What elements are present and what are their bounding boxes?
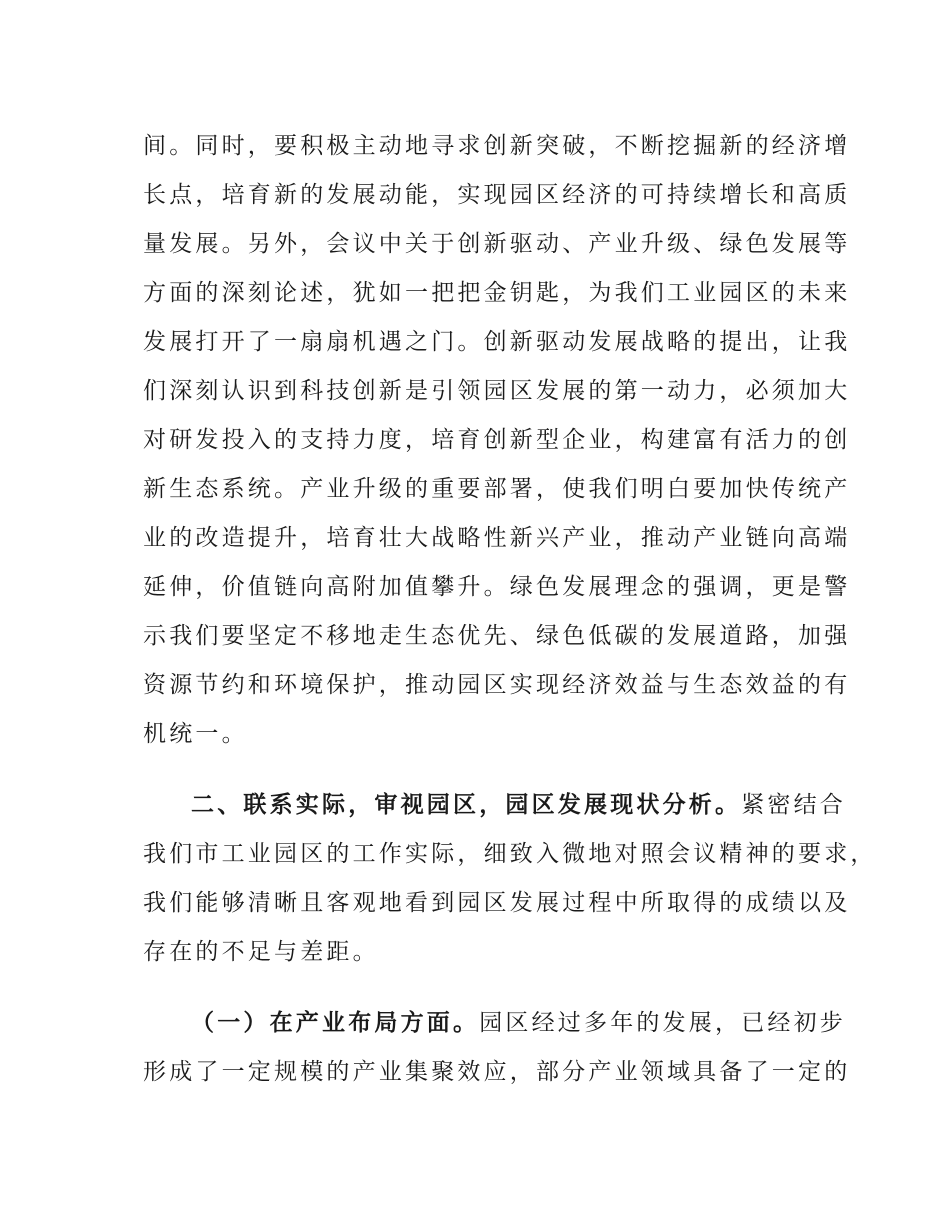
paragraph-spacer [143, 759, 815, 781]
section-heading: 二、联系实际，审视园区，园区发展现状分析。 [191, 792, 742, 818]
text-line: 发展打开了一扇扇机遇之门。创新驱动发展战略的提出，让我 [143, 329, 851, 355]
text-line: 新生态系统。产业升级的重要部署，使我们明白要加快传统产 [143, 476, 851, 502]
text-line: 形成了一定规模的产业集聚效应，部分产业领域具备了一定的 [143, 1059, 851, 1085]
text-line: 我们市工业园区的工作实际，细致入微地对照会议精神的要求， [143, 841, 877, 867]
text-run: 园区经过多年的发展，已经初步 [479, 1010, 847, 1036]
text-line: 我们能够清晰且客观地看到园区发展过程中所取得的成绩以及 [143, 890, 851, 916]
text-line [143, 999, 847, 1048]
paragraph-1 [143, 122, 851, 759]
text-run: 紧密结合 [741, 792, 847, 818]
text-line: 资源节约和环境保护，推动园区实现经济效益与生态效益的有 [143, 672, 851, 698]
text-line: 机统一。 [143, 721, 248, 747]
text-line: 存在的不足与差距。 [143, 939, 379, 965]
text-line: 对研发投入的支持力度，培育创新型企业，构建富有活力的创 [143, 427, 851, 453]
text-line: 长点，培育新的发展动能，实现园区经济的可持续增长和高质 [143, 182, 851, 208]
text-line: 量发展。另外，会议中关于创新驱动、产业升级、绿色发展等 [143, 231, 851, 257]
text-line: 延伸，价值链向高附加值攀升。绿色发展理念的强调，更是警 [143, 574, 851, 600]
text-line [143, 781, 847, 830]
text-line: 们深刻认识到科技创新是引领园区发展的第一动力，必须加大 [143, 378, 851, 404]
text-line: 间。同时，要积极主动地寻求创新突破，不断挖掘新的经济增 [143, 133, 851, 159]
paragraph-spacer [143, 977, 815, 999]
text-line: 业的改造提升，培育壮大战略性新兴产业，推动产业链向高端 [143, 525, 851, 551]
text-line: 方面的深刻论述，犹如一把把金钥匙，为我们工业园区的未来 [143, 280, 851, 306]
document-body [143, 122, 877, 1097]
paragraph-3 [143, 999, 851, 1097]
subsection-heading: （一）在产业布局方面。 [191, 1010, 480, 1036]
text-line: 示我们要坚定不移地走生态优先、绿色低碳的发展道路，加强 [143, 623, 851, 649]
paragraph-2 [143, 781, 877, 977]
